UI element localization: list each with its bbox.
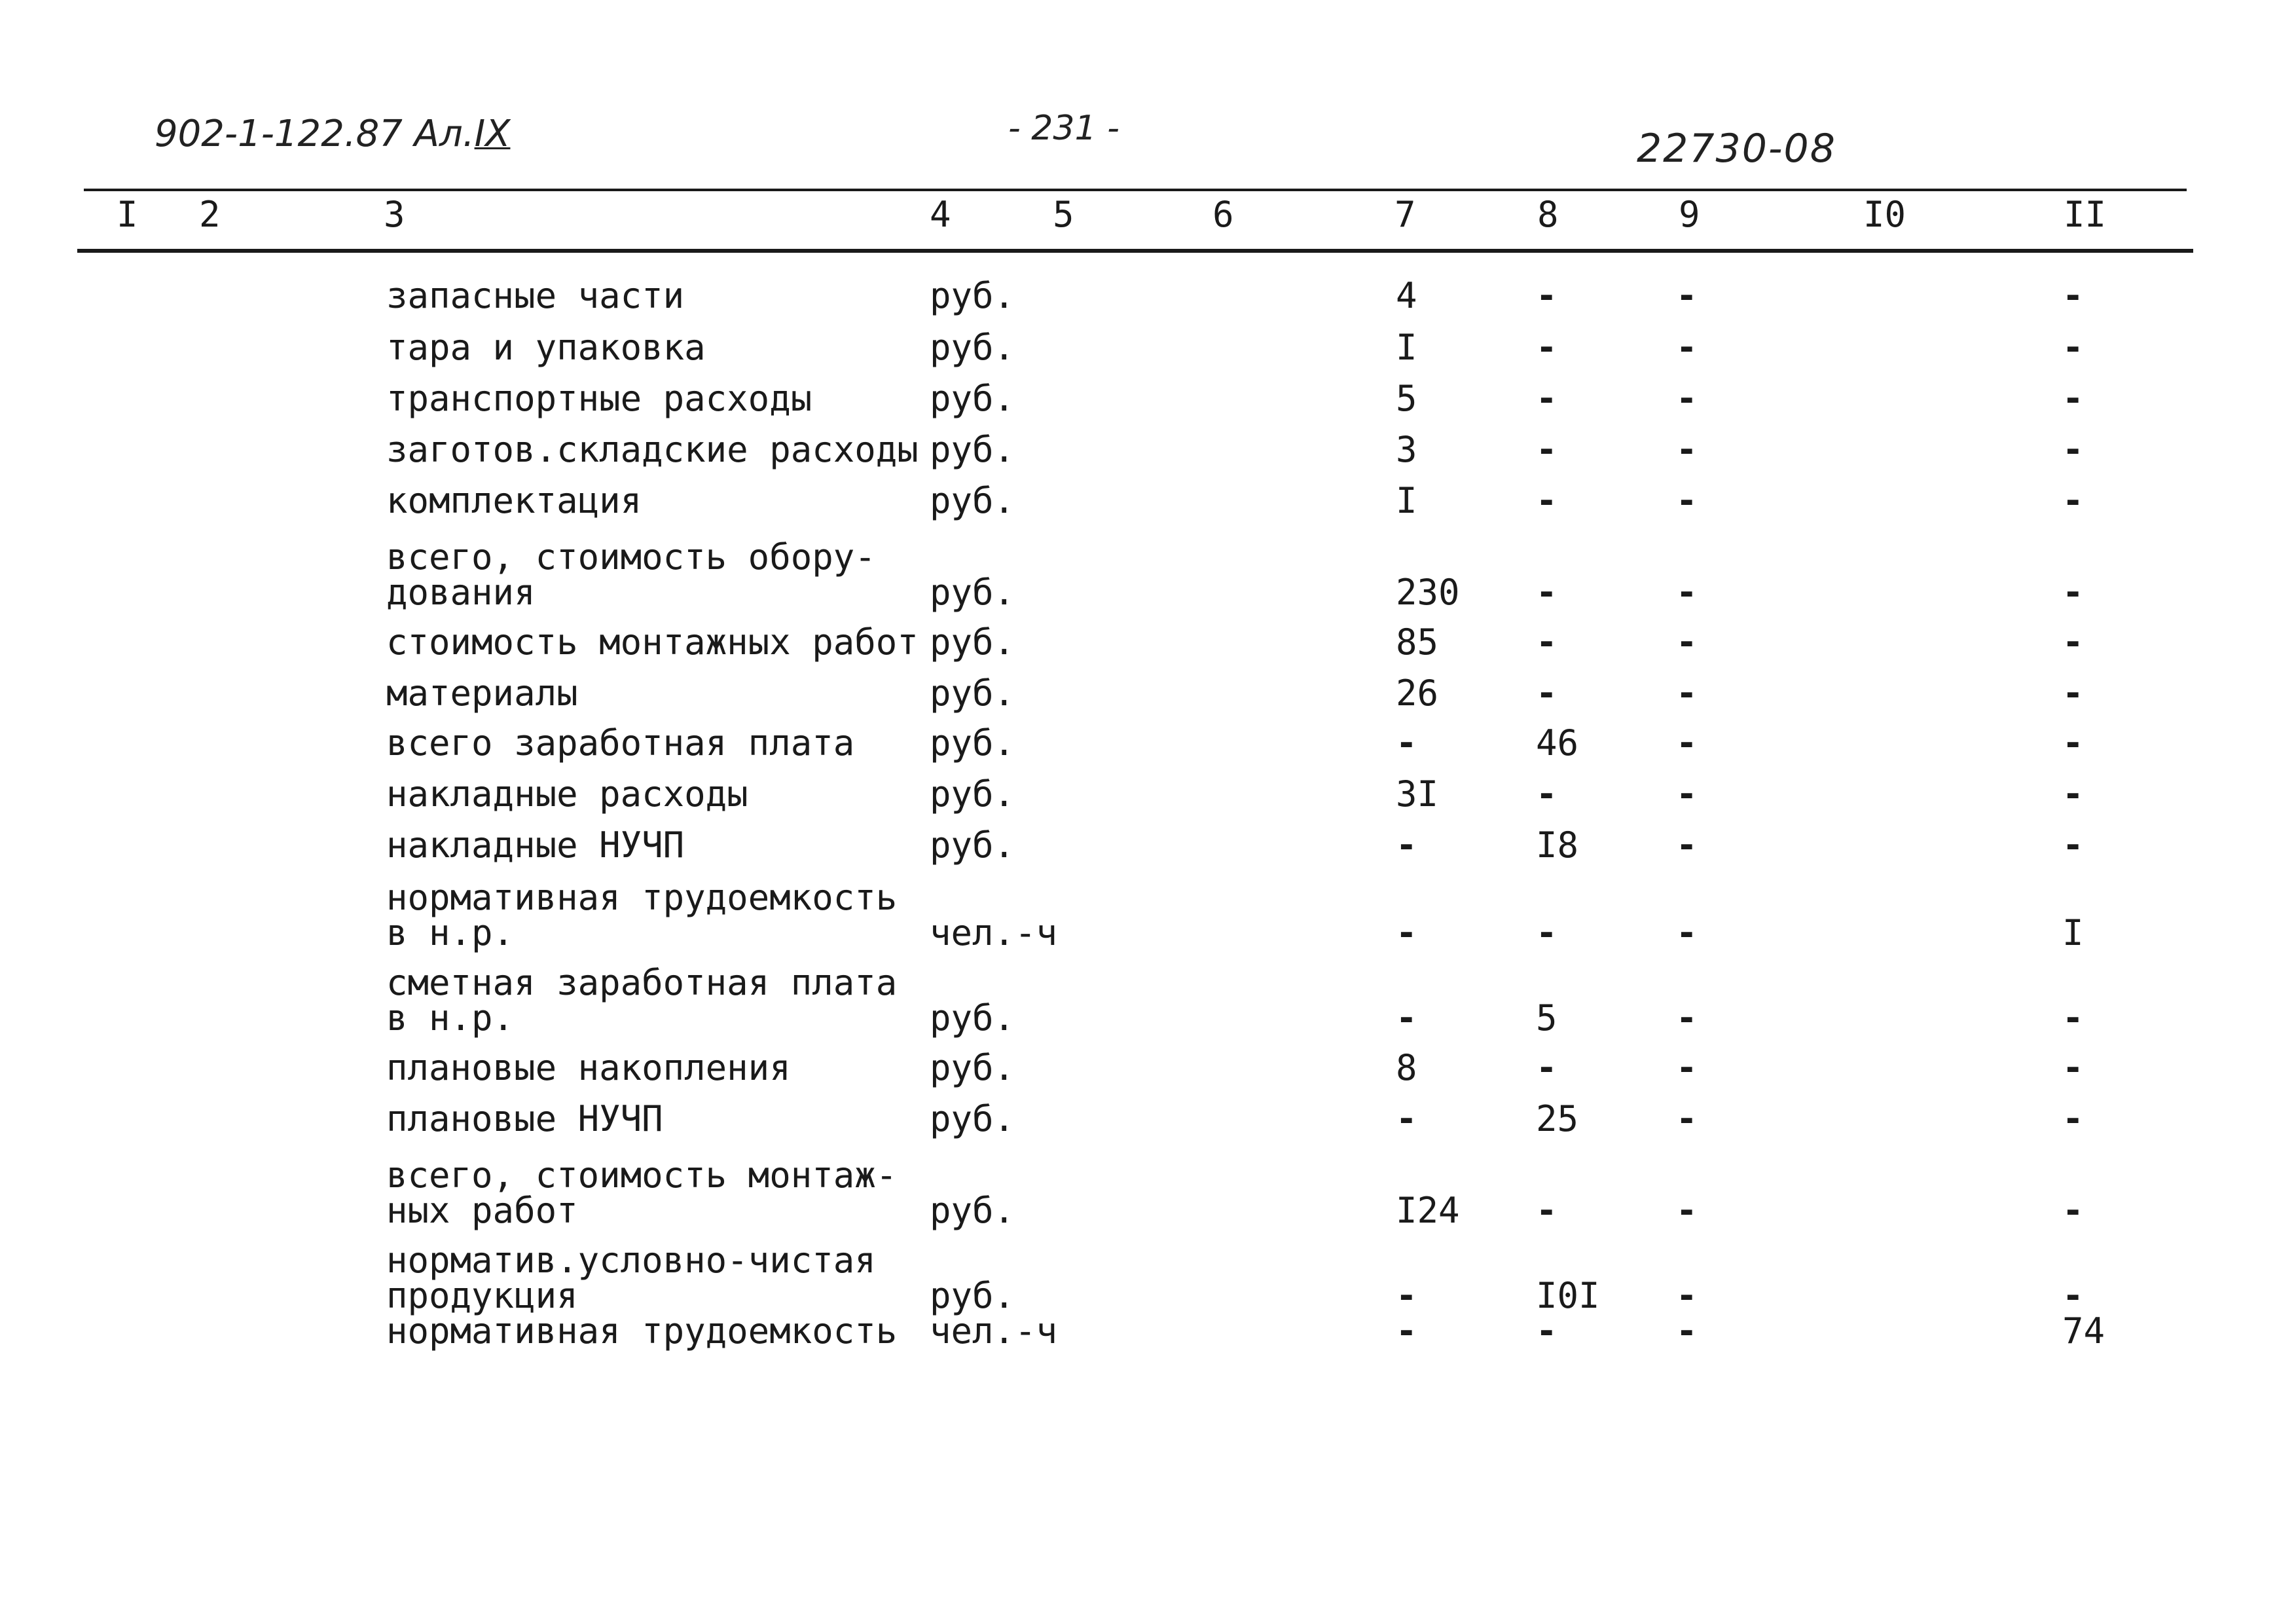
cell-col9: - xyxy=(1676,1190,1698,1231)
row-description: всего заработная плата xyxy=(386,722,855,764)
row-description: запасные части xyxy=(386,275,685,316)
cell-col11: - xyxy=(2062,1275,2084,1316)
row-unit: руб. xyxy=(930,1275,1015,1316)
row-description: комплектация xyxy=(386,480,642,521)
row-description: всего, стоимость монтаж- xyxy=(386,1154,898,1196)
cell-col7: 5 xyxy=(1396,378,1417,419)
cell-col8: I8 xyxy=(1536,824,1579,866)
row-description: нормативная трудоемкость xyxy=(386,1310,898,1352)
cell-col8: - xyxy=(1536,480,1558,521)
cell-col9: - xyxy=(1676,722,1698,764)
column-number: 7 xyxy=(1394,194,1416,235)
cell-col7: - xyxy=(1396,1310,1417,1352)
row-unit: руб. xyxy=(930,1098,1015,1139)
column-number: 4 xyxy=(930,194,951,235)
row-unit: руб. xyxy=(930,572,1015,613)
cell-col9: - xyxy=(1676,912,1698,953)
row-description: норматив.условно-чистая xyxy=(386,1240,876,1281)
row-unit: руб. xyxy=(930,480,1015,521)
cell-col9: - xyxy=(1676,275,1698,316)
column-number: I xyxy=(117,194,138,235)
cell-col11: - xyxy=(2062,429,2084,470)
cell-col11: - xyxy=(2062,327,2084,368)
row-description: материалы xyxy=(386,673,578,714)
cell-col7: I xyxy=(1396,327,1417,368)
row-unit: руб. xyxy=(930,673,1015,714)
column-number: 5 xyxy=(1053,194,1074,235)
cell-col11: - xyxy=(2062,378,2084,419)
cell-col7: 230 xyxy=(1396,572,1460,613)
column-number: I0 xyxy=(1863,194,1906,235)
row-description: транспортные расходы xyxy=(386,378,812,419)
reference-number: 22730-08 xyxy=(1637,126,1836,172)
cell-col9: - xyxy=(1676,1098,1698,1139)
row-unit: руб. xyxy=(930,824,1015,866)
document-code-text: 902-1-122.87 Ал. xyxy=(155,113,475,155)
cell-col11: - xyxy=(2062,275,2084,316)
cell-col11: - xyxy=(2062,824,2084,866)
row-description: плановые накопления xyxy=(386,1047,791,1088)
cell-col8: - xyxy=(1536,429,1558,470)
cell-col7: - xyxy=(1396,997,1417,1039)
document-code xyxy=(155,113,510,155)
row-description: всего, стоимость обору- xyxy=(386,536,876,578)
row-unit: руб. xyxy=(930,327,1015,368)
cell-col7: 8 xyxy=(1396,1047,1417,1088)
cell-col9: - xyxy=(1676,480,1698,521)
cell-col9: - xyxy=(1676,621,1698,663)
table-header-rule xyxy=(77,249,2193,253)
row-unit: руб. xyxy=(930,621,1015,663)
column-number: 3 xyxy=(384,194,405,235)
row-description-continued: в н.р. xyxy=(386,912,515,953)
cell-col11: I xyxy=(2062,912,2084,953)
sheet-number: IX xyxy=(474,113,511,155)
cell-col8: 25 xyxy=(1536,1098,1579,1139)
row-description-continued: продукция xyxy=(386,1275,578,1316)
row-description-continued: в н.р. xyxy=(386,997,515,1039)
cell-col11: - xyxy=(2062,480,2084,521)
cell-col9: - xyxy=(1676,1047,1698,1088)
cell-col9: - xyxy=(1676,327,1698,368)
row-unit: руб. xyxy=(930,1047,1015,1088)
cell-col8: 5 xyxy=(1536,997,1558,1039)
row-unit: руб. xyxy=(930,722,1015,764)
cell-col7: - xyxy=(1396,1275,1417,1316)
cell-col11: - xyxy=(2062,673,2084,714)
cell-col7: 26 xyxy=(1396,673,1439,714)
cell-col9: - xyxy=(1676,429,1698,470)
column-number: 2 xyxy=(199,194,221,235)
cell-col8: - xyxy=(1536,378,1558,419)
cell-col8: - xyxy=(1536,1190,1558,1231)
cell-col9: - xyxy=(1676,824,1698,866)
cell-col11: 74 xyxy=(2062,1310,2105,1352)
cell-col8: - xyxy=(1536,773,1558,815)
column-number: II xyxy=(2064,194,2107,235)
row-description: плановые НУЧП xyxy=(386,1098,663,1139)
cell-col11: - xyxy=(2062,997,2084,1039)
cell-col7: 4 xyxy=(1396,275,1417,316)
cell-col7: - xyxy=(1396,824,1417,866)
cell-col7: - xyxy=(1396,722,1417,764)
cell-col9: - xyxy=(1676,572,1698,613)
row-description-continued: ных работ xyxy=(386,1190,578,1231)
cell-col7: I24 xyxy=(1396,1190,1460,1231)
column-number: 6 xyxy=(1212,194,1234,235)
row-description: накладные НУЧП xyxy=(386,824,685,866)
cell-col8: - xyxy=(1536,621,1558,663)
cell-col8: 46 xyxy=(1536,722,1579,764)
row-unit: чел.-ч xyxy=(930,912,1058,953)
row-unit: руб. xyxy=(930,997,1015,1039)
page-number: - 231 - xyxy=(1008,109,1120,148)
row-unit: руб. xyxy=(930,1190,1015,1231)
cell-col11: - xyxy=(2062,1190,2084,1231)
row-unit: руб. xyxy=(930,378,1015,419)
cell-col7: I xyxy=(1396,480,1417,521)
row-unit: чел.-ч xyxy=(930,1310,1058,1352)
row-unit: руб. xyxy=(930,275,1015,316)
cell-col11: - xyxy=(2062,722,2084,764)
cell-col7: - xyxy=(1396,912,1417,953)
row-unit: руб. xyxy=(930,773,1015,815)
cell-col11: - xyxy=(2062,572,2084,613)
cell-col7: 85 xyxy=(1396,621,1439,663)
cell-col9: - xyxy=(1676,378,1698,419)
row-description: заготов.складские расходы xyxy=(386,429,919,470)
cell-col8: - xyxy=(1536,912,1558,953)
cell-col9: - xyxy=(1676,773,1698,815)
row-description: нормативная трудоемкость xyxy=(386,877,898,918)
column-number: 9 xyxy=(1679,194,1700,235)
cell-col9: - xyxy=(1676,673,1698,714)
column-number: 8 xyxy=(1537,194,1559,235)
cell-col11: - xyxy=(2062,773,2084,815)
row-description-continued: дования xyxy=(386,572,536,613)
row-description: тара и упаковка xyxy=(386,327,706,368)
row-description: сметная заработная плата xyxy=(386,962,898,1003)
cell-col7: 3 xyxy=(1396,429,1417,470)
cell-col8: I0I xyxy=(1536,1275,1600,1316)
cell-col8: - xyxy=(1536,673,1558,714)
cell-col11: - xyxy=(2062,1047,2084,1088)
cell-col9: - xyxy=(1676,997,1698,1039)
cell-col8: - xyxy=(1536,1047,1558,1088)
cell-col8: - xyxy=(1536,327,1558,368)
cell-col9: - xyxy=(1676,1310,1698,1352)
cell-col8: - xyxy=(1536,572,1558,613)
cell-col7: - xyxy=(1396,1098,1417,1139)
row-unit: руб. xyxy=(930,429,1015,470)
row-description: накладные расходы xyxy=(386,773,748,815)
cell-col11: - xyxy=(2062,1098,2084,1139)
table-top-rule xyxy=(84,189,2187,191)
cell-col8: - xyxy=(1536,1310,1558,1352)
cell-col11: - xyxy=(2062,621,2084,663)
row-description: стоимость монтажных работ xyxy=(386,621,919,663)
cell-col8: - xyxy=(1536,275,1558,316)
cell-col9: - xyxy=(1676,1275,1698,1316)
cell-col7: 3I xyxy=(1396,773,1439,815)
